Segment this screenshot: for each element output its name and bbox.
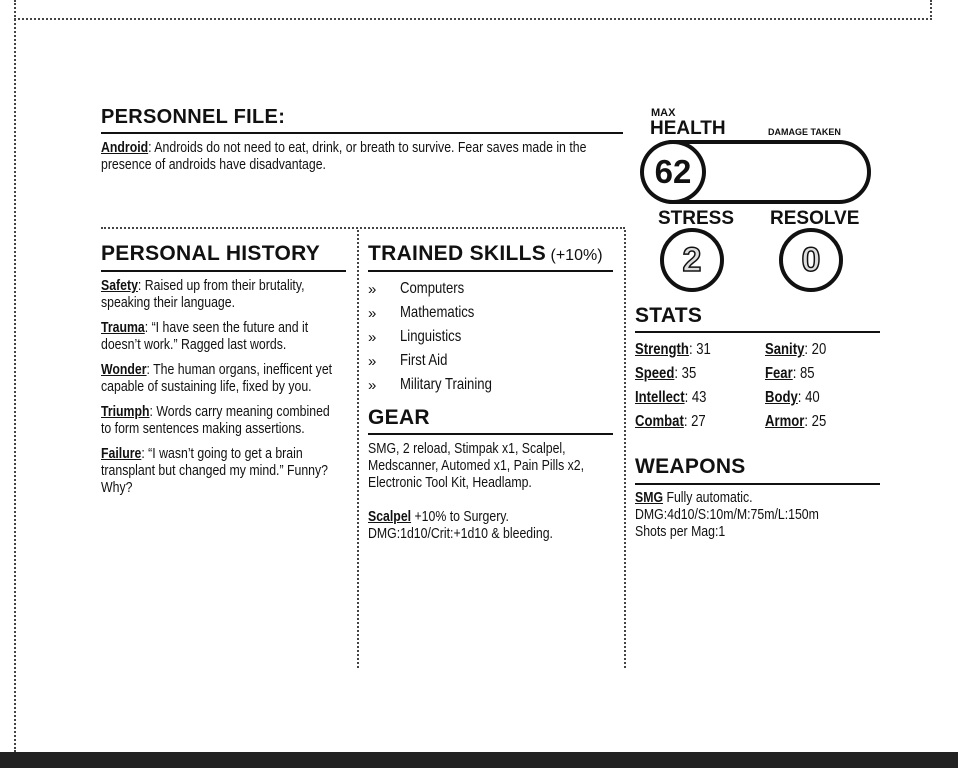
stat-speed [635, 365, 696, 383]
history-entry-safety [101, 277, 339, 311]
max-label: MAX [651, 107, 676, 119]
stress-circle[interactable] [660, 228, 724, 292]
stat-key: Strength [635, 341, 689, 358]
stat-value: : 31 [688, 341, 711, 358]
history-heading: PERSONAL HISTORY [101, 242, 321, 265]
weapon-desc: Fully automatic. [663, 489, 753, 506]
gear-item [368, 508, 614, 542]
history-text: : “I wasn’t going to get a brain transplant but changed my mind.” Funny? Why? [101, 445, 328, 496]
stat-sanity [765, 341, 826, 359]
history-key: Failure [101, 445, 142, 462]
gear-item-name: Scalpel [368, 508, 412, 525]
chevron-right-icon: » [368, 376, 377, 394]
stat-key: Armor [765, 413, 805, 430]
stat-intellect [635, 389, 706, 407]
skills-rule [368, 270, 613, 272]
weapon-dmg: DMG:4d10/S:10m/M:75m/L:150m [635, 506, 819, 523]
skill-label: Computers [400, 280, 465, 297]
gear-heading: GEAR [368, 406, 430, 429]
stat-value: : 25 [804, 413, 827, 430]
stat-value: : 35 [674, 365, 697, 382]
column-divider-2 [624, 230, 626, 668]
stat-value: : 40 [797, 389, 820, 406]
skill-item [368, 349, 613, 373]
stat-strength [635, 341, 711, 359]
weapons-heading: WEAPONS [635, 455, 746, 478]
page-right-border [930, 0, 932, 20]
personnel-rule [101, 132, 623, 134]
skill-label: Military Training [400, 376, 492, 393]
stat-value: : 43 [684, 389, 707, 406]
stat-value: : 85 [792, 365, 815, 382]
stat-key: Fear [765, 365, 793, 382]
resolve-value: 0 [801, 240, 821, 279]
skill-label: First Aid [400, 352, 448, 369]
stat-key: Speed [635, 365, 675, 382]
gear-list: SMG, 2 reload, Stimpak x1, Scalpel, Medscanner, Automed x1, Pain Pills x2, Electronic Tool Kit, Headlamp. [368, 440, 585, 491]
weapon-entry [635, 489, 881, 540]
history-entry-wonder [101, 361, 339, 395]
stat-combat [635, 413, 706, 431]
health-value: 62 [654, 153, 692, 190]
class-text: : Androids do not need to eat, drink, or breath to survive. Fear saves made in the presence of androids have disadvantage. [101, 139, 587, 173]
history-entry-triumph [101, 403, 339, 437]
history-text: : Words carry meaning combined to form sentences making assertions. [101, 403, 330, 437]
health-label: HEALTH [650, 118, 726, 139]
stress-label: STRESS [658, 208, 735, 229]
skill-item [368, 325, 613, 349]
history-text: : The human organs, inefficent yet capable of sustaining life, fixed by you. [101, 361, 333, 395]
history-text: : Raised up from their brutality, speaking their language. [101, 277, 305, 311]
stats-rule [635, 331, 880, 333]
history-key: Triumph [101, 403, 150, 420]
history-entry-trauma [101, 319, 339, 353]
skills-heading: TRAINED SKILLS [368, 242, 547, 265]
skills-bonus: (+10%) [550, 247, 603, 264]
stat-key: Combat [635, 413, 684, 430]
section-divider [101, 227, 625, 229]
personnel-text [101, 139, 618, 173]
history-list [101, 277, 401, 496]
skills-list [368, 277, 613, 397]
skill-label: Linguistics [400, 328, 462, 345]
stat-key: Body [765, 389, 798, 406]
weapons-rule [635, 483, 880, 485]
skill-item [368, 301, 613, 325]
chevron-right-icon: » [368, 280, 377, 298]
health-value-circle [640, 140, 706, 204]
resolve-circle[interactable] [779, 228, 843, 292]
history-key: Trauma [101, 319, 145, 336]
chevron-right-icon: » [368, 352, 377, 370]
stat-value: : 27 [683, 413, 706, 430]
skill-item [368, 373, 613, 397]
history-key: Safety [101, 277, 138, 294]
skill-label: Mathematics [400, 304, 475, 321]
stats-heading: STATS [635, 304, 703, 327]
damage-taken-label: DAMAGE TAKEN [768, 127, 841, 137]
weapon-shots: Shots per Mag:1 [635, 523, 726, 540]
resolve-label: RESOLVE [770, 208, 860, 229]
stat-armor [765, 413, 826, 431]
personnel-heading: PERSONNEL FILE: [101, 106, 286, 128]
class-name: Android [101, 139, 149, 156]
gear-rule [368, 433, 613, 435]
history-entry-failure [101, 445, 339, 496]
chevron-right-icon: » [368, 304, 377, 322]
history-text: : “I have seen the future and it doesn’t work.” Ragged last words. [101, 319, 309, 353]
skill-item [368, 277, 613, 301]
stat-value: : 20 [804, 341, 827, 358]
stress-value: 2 [682, 240, 702, 279]
skills-heading-row [368, 242, 603, 266]
page-left-border [14, 0, 16, 752]
weapon-name: SMG [635, 489, 664, 506]
history-rule [101, 270, 346, 272]
stat-key: Sanity [765, 341, 805, 358]
gear-item-dmg: DMG:1d10/Crit:+1d10 & bleeding. [368, 525, 553, 542]
stat-body [765, 389, 820, 407]
page-top-border [14, 18, 932, 20]
history-key: Wonder [101, 361, 147, 378]
chevron-right-icon: » [368, 328, 377, 346]
stat-fear [765, 365, 815, 383]
gear-item-bonus: +10% to Surgery. [411, 508, 509, 525]
stat-key: Intellect [635, 389, 685, 406]
bottom-scroll-bar [0, 752, 958, 768]
